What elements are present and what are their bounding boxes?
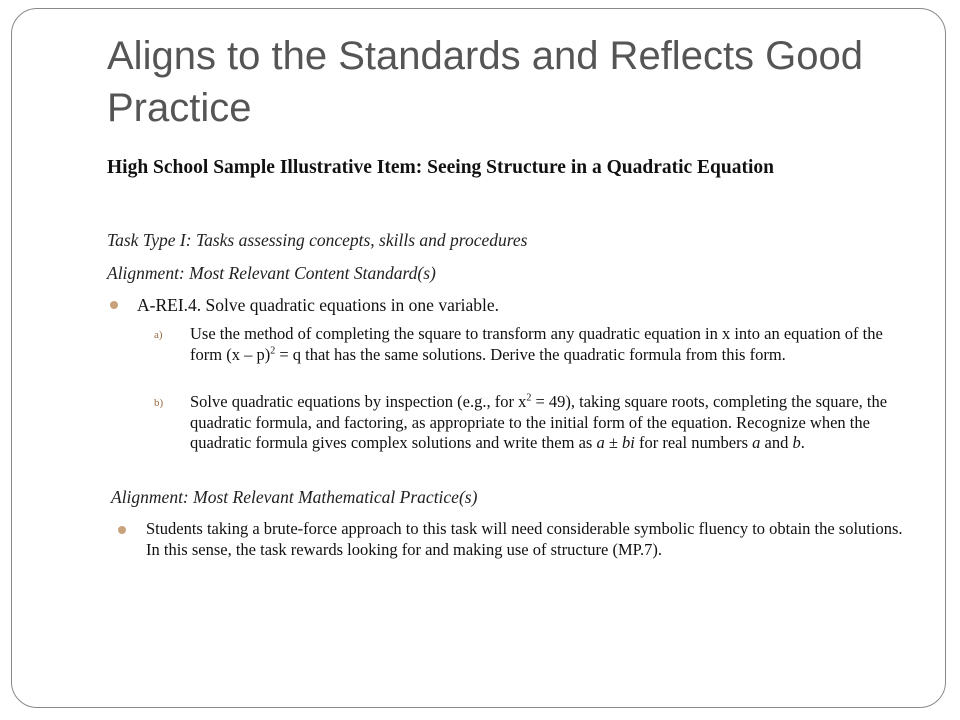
practice-bullet-text: Students taking a brute-force approach to this task will need considerable symbolic fluency to obtain the solutions. In this sense, the task rewards looking for and making use of structure (MP.7). xyxy=(146,519,903,559)
alignment-practice-heading: Alignment: Most Relevant Mathematical Practice(s) xyxy=(111,487,478,507)
sub-item-marker: b) xyxy=(154,397,164,409)
slide-subtitle: High School Sample Illustrative Item: Seeing Structure in a Quadratic Equation xyxy=(107,157,774,178)
sub-item-text: Use the method of completing the square to transform any quadratic equation in x into an equation of the form (x – p)$^2$ = q that has the same solutions. Derive the quadratic formula from this form. xyxy=(190,324,883,364)
bullet-dot-icon xyxy=(110,301,118,309)
sub-item-text: Solve quadratic equations by inspection (e.g., for $x^2 = 49$), taking square roots, completing the square, the quadratic formula, and factoring, as appropriate to the initial form of the equation. Recognize when the quadratic formula gives complex solutions and write them as a ± bi for real numbers a and b. xyxy=(190,392,888,452)
alignment-content-heading: Alignment: Most Relevant Content Standard(s) xyxy=(107,263,436,283)
standard-bullet-text: A-REI.4. Solve quadratic equations in one variable. xyxy=(137,295,500,315)
bullet-dot-icon xyxy=(118,526,126,534)
slide-title: Aligns to the Standards and Reflects Good Practice xyxy=(107,34,864,130)
sub-item-marker: a) xyxy=(154,329,163,341)
task-type-label: Task Type I: Tasks assessing concepts, skills and procedures xyxy=(107,230,528,250)
